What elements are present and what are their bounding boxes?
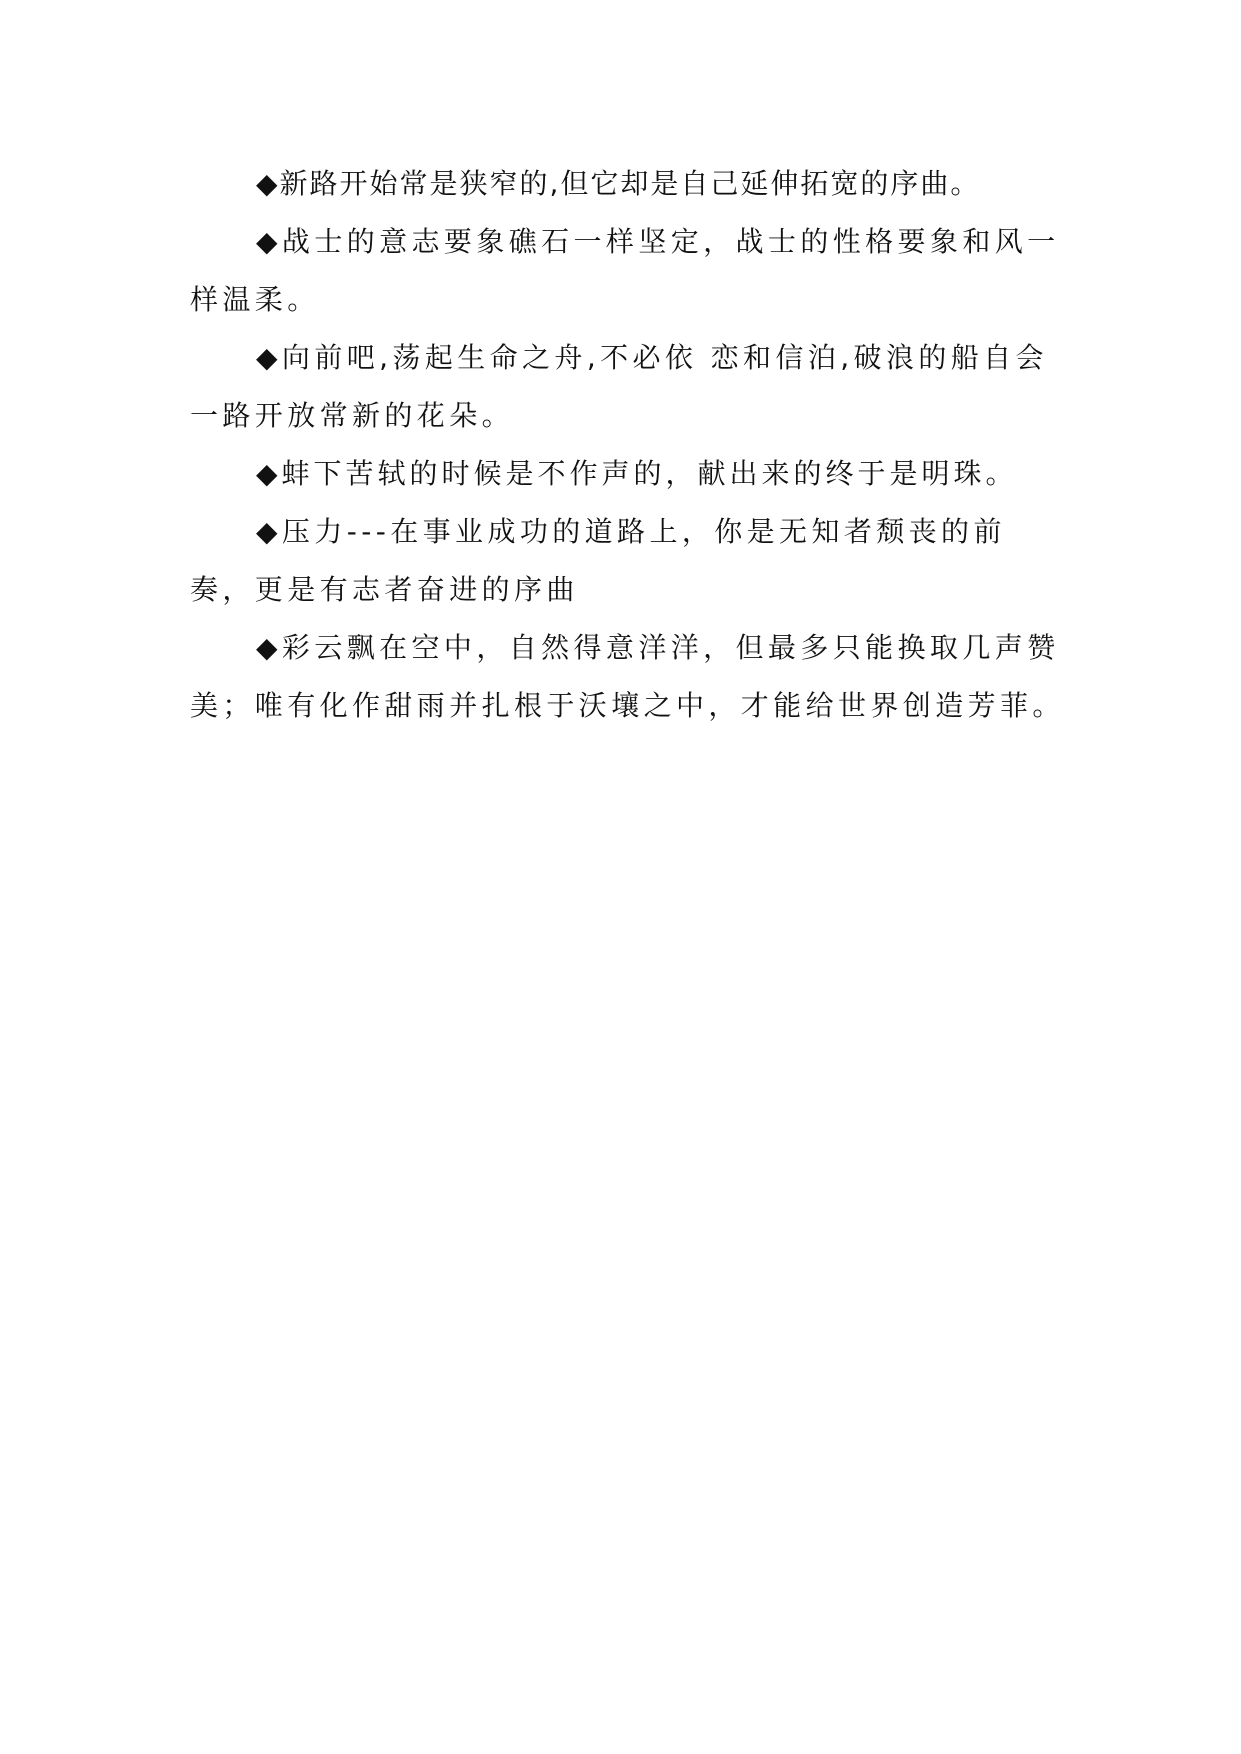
- quote-paragraph-5: ◆压力---在事业成功的道路上，你是无知者颓丧的前奏，更是有志者奋进的序曲: [190, 515, 1006, 606]
- quote-paragraph-1: ◆新路开始常是狭窄的,但它却是自己延伸拓宽的序曲。: [256, 167, 981, 200]
- document-body: [190, 155, 1070, 735]
- quote-paragraph-3: ◆向前吧,荡起生命之舟,不必依 恋和信泊,破浪的船自会一路开放常新的花朵。: [190, 341, 1048, 432]
- quote-paragraph-4: ◆蚌下苦轼的时候是不作声的，献出来的终于是明珠。: [256, 457, 1018, 490]
- quote-paragraph-2: ◆战士的意志要象礁石一样坚定，战士的性格要象和风一样温柔。: [190, 225, 1060, 316]
- quote-paragraph-6: ◆彩云飘在空中，自然得意洋洋，但最多只能换取几声赞美；唯有化作甜雨并扎根于沃壤之中，才能给世界创造芳菲。: [190, 631, 1065, 722]
